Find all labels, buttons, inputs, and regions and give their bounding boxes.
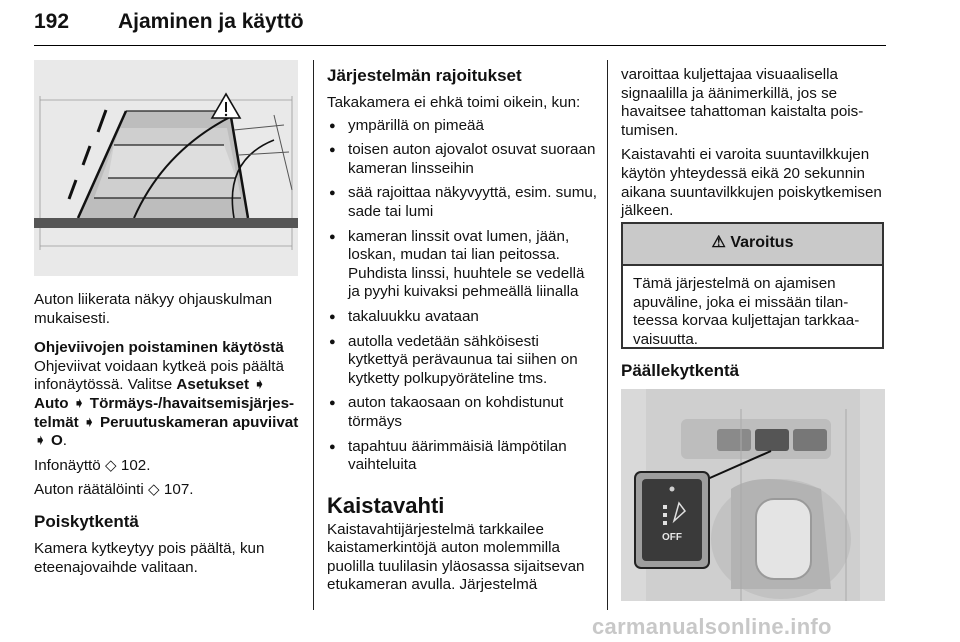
column-2 bbox=[327, 66, 600, 595]
list-item: ● ympärillä on pimeää bbox=[327, 117, 600, 136]
column-divider-2 bbox=[607, 60, 608, 610]
guidelines-text: Ohjeviivat voidaan kytkeä pois päältä infonäytössä. Valitse bbox=[34, 357, 284, 394]
camera-caption: Auton liikerata näkyy ohjauskulman mukaisesti. bbox=[34, 291, 273, 327]
section-title: Ajaminen ja käyttö bbox=[118, 10, 304, 33]
warning-header bbox=[623, 224, 882, 266]
limits-intro: Takakamera ei ehkä toimi oikein, kun: bbox=[327, 94, 581, 111]
limits-list bbox=[327, 117, 600, 475]
info-ref-page: 102. bbox=[120, 456, 151, 474]
list-item: ● kameran linssit ovat lumen, jään, loskan, mudan tai lian peitossa. Puhdista linssi, huuhtele se vedellä ja pyyhi kuivaksi pehmeällä liinalla bbox=[327, 228, 600, 302]
custom-ref-label: Auton räätälöinti bbox=[34, 481, 144, 499]
watermark: carmanualsonline.info bbox=[592, 614, 832, 639]
warning-box bbox=[621, 222, 884, 349]
column-3 bbox=[621, 66, 887, 221]
warning-title: Varoitus bbox=[730, 234, 794, 251]
guidelines-heading: Ohjeviivojen poistaminen käytöstä bbox=[34, 339, 284, 357]
menu-arrow-icon: ➧ bbox=[253, 376, 266, 394]
custom-ref-page: 107. bbox=[163, 481, 194, 499]
camera-view-graphic bbox=[34, 60, 298, 276]
lane-text: Kaistavahtijärjestelmä tarkkailee kaistamerkintöjä auton molemmilla puolilla tuulilasin yläosassa sijaitsevan etukameran avulla. Järjestelmä bbox=[327, 520, 585, 594]
off-button-label: OFF bbox=[662, 532, 682, 543]
switchoff-heading: Poiskytkentä bbox=[34, 511, 139, 531]
page-number: 192 bbox=[34, 10, 70, 33]
list-item: ● takaluukku avataan bbox=[327, 308, 600, 327]
warning-triangle-icon: ⚠ bbox=[711, 234, 726, 251]
page-ref-icon: ◇ bbox=[104, 456, 117, 474]
switchoff-text: Kamera kytkeytyy pois päältä, kun eteenajovaihde valitaan. bbox=[34, 539, 265, 576]
console-photo bbox=[621, 389, 885, 601]
menu-peruutus: Peruutuskameran apuviivat bbox=[99, 413, 299, 431]
lane-heading: Kaistavahti bbox=[327, 492, 445, 518]
column-divider-1 bbox=[313, 60, 314, 610]
list-item: ● auton takaosaan on kohdistunut törmäys bbox=[327, 394, 600, 431]
header-rule bbox=[34, 45, 886, 46]
custom-ref bbox=[34, 481, 304, 500]
list-item: ● toisen auton ajovalot osuvat suoraan kameran linsseihin bbox=[327, 141, 600, 178]
page-ref-icon: ◇ bbox=[148, 481, 160, 499]
guidelines-paragraph: Ohjeviivat voidaan kytkeä pois päältä infonäytössä. Valitse Asetukset ➧ Auto ➧ Törmäys-/havaitsemisjärjestelmät ➧ Peruutuskameran apuviivat ➧ O. bbox=[34, 357, 299, 450]
menu-arrow-icon: ➧ bbox=[82, 413, 96, 431]
switchon-heading: Päällekytkentä bbox=[621, 361, 740, 380]
warning-text: Tämä järjestelmä on ajamisen apuväline, joka ei missään tilanteessa korvaa kuljettajan tarkkaavaisuutta. bbox=[633, 275, 860, 348]
rear-camera-illustration bbox=[34, 60, 298, 276]
lane-text-continued: varoittaa kuljettajaa visuaalisella signaalilla ja äänimerkillä, jos se havaitsee tahattoman kaistalta poistumisen. bbox=[621, 66, 864, 139]
column-1 bbox=[34, 291, 304, 577]
menu-auto: Auto bbox=[34, 394, 69, 412]
center-console-graphic bbox=[621, 389, 885, 601]
menu-off: O bbox=[50, 432, 63, 450]
list-item: ● tapahtuu äärimmäisiä lämpötilan vaihteluita bbox=[327, 438, 600, 475]
list-item: ● sää rajoittaa näkyvyyttä, esim. sumu, sade tai lumi bbox=[327, 184, 600, 221]
menu-tormays: Törmäys-/havaitsemisjärjestelmät bbox=[34, 394, 295, 431]
menu-arrow-icon: ➧ bbox=[34, 432, 47, 450]
info-ref bbox=[34, 457, 304, 476]
lane-text-turnsignal: Kaistavahti ei varoita suuntavilkkujen käytön yhteydessä eikä 20 sekunnin aikana suuntavilkkujen poiskytkemisen jälkeen. bbox=[621, 146, 882, 220]
menu-arrow-icon: ➧ bbox=[72, 394, 86, 412]
list-item: ● autolla vedetään sähköisesti kytkettyä perävaunua tai siihen on kytketty polkupyöräteline tms. bbox=[327, 333, 600, 389]
info-ref-label: Infonäyttö bbox=[34, 456, 101, 474]
menu-asetukset: Asetukset bbox=[176, 376, 249, 394]
limits-heading: Järjestelmän rajoitukset bbox=[327, 66, 522, 85]
